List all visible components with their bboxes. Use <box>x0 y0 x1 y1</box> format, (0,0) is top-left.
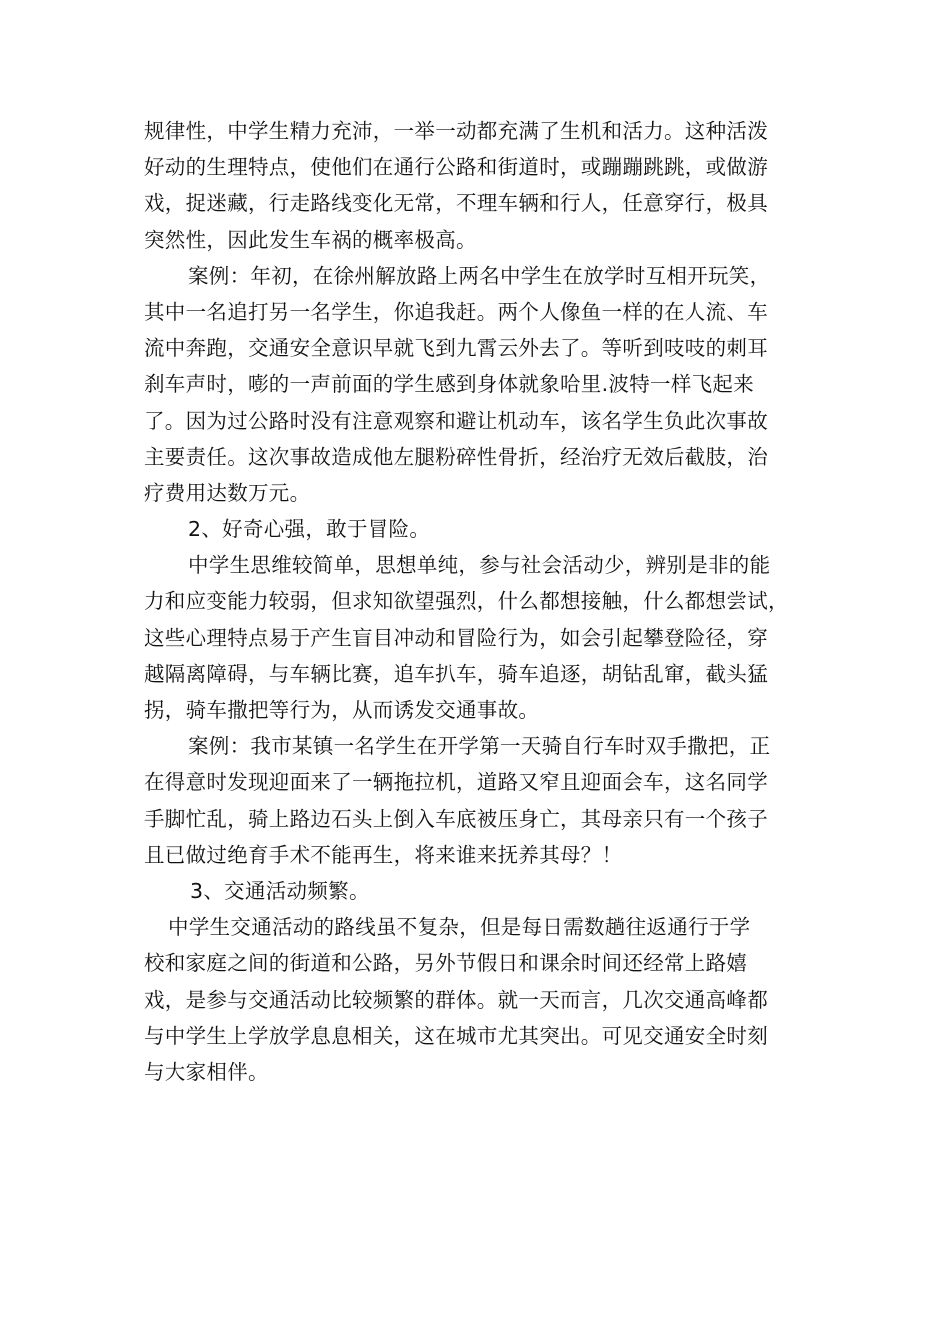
section-heading-2 <box>144 511 814 547</box>
text-line: 中学生思维较简单，思想单纯，参与社会活动少，辨别是非的能 <box>188 553 771 578</box>
text-line: 刹车声时，嘭的一声前面的学生感到身体就象哈里.波特一样飞起来 <box>144 372 755 397</box>
text-line: 案例：年初，在徐州解放路上两名中学生在放学时互相开玩笑， <box>188 263 771 288</box>
text-line: 越隔离障碍，与车辆比赛，追车扒车，骑车追逐，胡钻乱窜，截头猛 <box>144 661 768 686</box>
text-line: 戏，捉迷藏，行走路线变化无常，不理车辆和行人，任意穿行，极具 <box>144 191 768 216</box>
text-line: 规律性，中学生精力充沛，一举一动都充满了生机和活力。这种活泼 <box>144 119 768 143</box>
paragraph-curiosity <box>144 547 814 728</box>
document-body <box>144 113 814 1090</box>
text-line: 疗费用达数万元。 <box>144 480 311 505</box>
section-heading-3 <box>144 873 814 909</box>
text-line: 3、交通活动频繁。 <box>190 878 370 903</box>
text-line: 在得意时发现迎面来了一辆拖拉机，道路又窄且迎面会车，这名同学 <box>144 770 768 795</box>
text-line: 且已做过绝育手术不能再生，将来谁来抚养其母？！ <box>144 842 623 867</box>
paragraph-case-two <box>144 728 814 873</box>
text-line: 手脚忙乱，骑上路边石头上倒入车底被压身亡，其母亲只有一个孩子 <box>144 806 768 831</box>
text-line: 力和应变能力较弱，但求知欲望强烈，什么都想接触，什么都想尝试， <box>144 589 789 614</box>
text-line: 突然性，因此发生车祸的概率极高。 <box>144 227 477 252</box>
text-line: 主要责任。这次事故造成他左腿粉碎性骨折，经治疗无效后截肢，治 <box>144 444 768 469</box>
text-line: 了。因为过公路时没有注意观察和避让机动车，该名学生负此次事故 <box>144 408 768 433</box>
text-line: 其中一名追打另一名学生，你追我赶。两个人像鱼一样的在人流、车 <box>144 299 768 324</box>
paragraph-frequent-traffic <box>144 909 814 1090</box>
text-line: 与大家相伴。 <box>144 1059 269 1084</box>
text-line: 与中学生上学放学息息相关，这在城市尤其突出。可见交通安全时刻 <box>144 1023 768 1048</box>
text-line: 戏，是参与交通活动比较频繁的群体。就一天而言，几次交通高峰都 <box>144 987 768 1012</box>
text-line: 中学生交通活动的路线虽不复杂，但是每日需数趟往返通行于学 <box>168 915 751 940</box>
paragraph-case-one <box>144 258 814 511</box>
text-line: 案例：我市某镇一名学生在开学第一天骑自行车时双手撒把，正 <box>188 734 771 759</box>
text-line: 校和家庭之间的街道和公路，另外节假日和课余时间还经常上路嬉 <box>144 951 748 976</box>
text-line: 这些心理特点易于产生盲目冲动和冒险行为，如会引起攀登险径，穿 <box>144 625 768 650</box>
text-line: 2、好奇心强，敢于冒险。 <box>188 517 431 542</box>
text-line: 拐，骑车撒把等行为，从而诱发交通事故。 <box>144 698 540 722</box>
text-line: 好动的生理特点，使他们在通行公路和街道时，或蹦蹦跳跳，或做游 <box>144 155 768 180</box>
text-line: 流中奔跑，交通安全意识早就飞到九霄云外去了。等听到吱吱的刺耳 <box>144 336 768 361</box>
paragraph-behavior-description <box>144 113 814 258</box>
